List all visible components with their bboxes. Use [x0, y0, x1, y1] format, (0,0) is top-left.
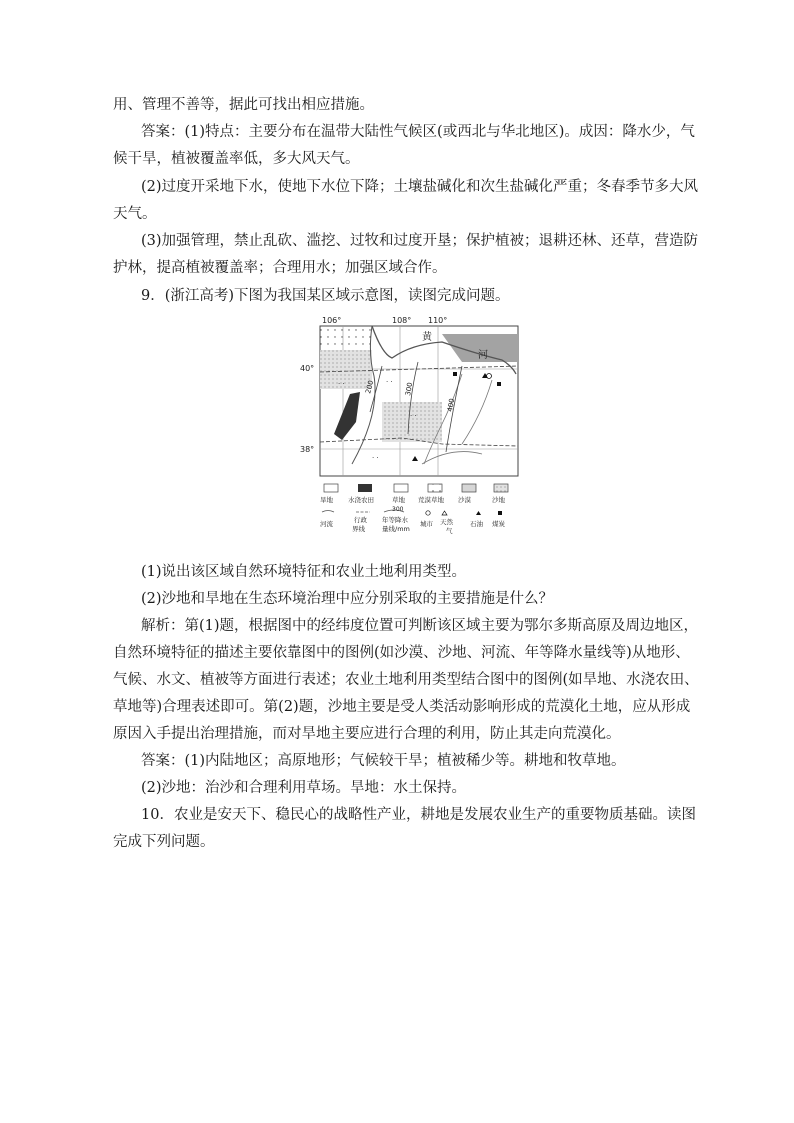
svg-text:沙地: 沙地 [492, 496, 505, 504]
legend-row-2 [320, 506, 506, 535]
river-label: 黄 [422, 332, 432, 343]
text-line: 天气。 [113, 206, 157, 222]
isohyet-label: 200 [364, 379, 376, 395]
region-map [300, 314, 530, 544]
svg-text:旱地: 旱地 [320, 496, 333, 504]
text-line: 护林，提高植被覆盖率；合理用水；加强区域合作。 [113, 260, 447, 276]
coal-icon [453, 372, 457, 376]
sub-question-1: (1)说出该区域自然环境特征和农业土地利用类型。 [141, 564, 467, 580]
lon-label: 106° [322, 316, 342, 325]
svg-text:年等降水: 年等降水 [382, 516, 408, 524]
svg-text:· ·: · · [386, 378, 393, 386]
sandy-land-area [320, 350, 372, 389]
lat-label: 40° [300, 364, 315, 373]
lat-label: 38° [300, 445, 315, 454]
svg-text:荒漠草地: 荒漠草地 [418, 496, 444, 504]
svg-text:界线: 界线 [352, 525, 365, 533]
text-line: 自然环境特征的描述主要依靠图中的图例(如沙漠、沙地、河流、年等降水量线等)从地形、 [113, 645, 690, 661]
svg-text:沙漠: 沙漠 [458, 496, 471, 504]
text-line: (2)沙地：治沙和合理利用草场。旱地：水土保持。 [141, 780, 467, 796]
text-line: 草地等)合理表述即可。第(2)题，沙地主要是受人类活动影响形成的荒漠化土地，应从形成 [113, 699, 691, 715]
text-line: (2)过度开采地下水，使地下水位下降；土壤盐碱化和次生盐碱化严重；冬春季节多大风 [141, 179, 699, 195]
svg-text:气: 气 [446, 527, 453, 535]
text-line: 完成下列问题。 [113, 834, 215, 850]
sandy-land-area [382, 402, 442, 442]
svg-text:行政: 行政 [354, 516, 367, 524]
isohyet-label: 400 [446, 397, 457, 413]
question-10-stem: 10．农业是安天下、稳民心的战略性产业，耕地是发展农业生产的重要物质基础。读图 [141, 807, 696, 823]
svg-text:· ·: · · [372, 454, 379, 462]
question-9-stem: 9．(浙江高考)下图为我国某区域示意图，读图完成问题。 [141, 288, 510, 304]
text-line: 用、管理不善等，据此可找出相应措施。 [113, 97, 374, 113]
svg-text:城市: 城市 [420, 520, 433, 528]
legend-row-1 [320, 484, 508, 504]
svg-text:· ·: · · [338, 380, 345, 388]
svg-text:河流: 河流 [320, 520, 333, 528]
text-line: 候干旱，植被覆盖率低，多大风天气。 [113, 151, 360, 167]
coal-icon [497, 382, 501, 386]
sub-question-2: (2)沙地和旱地在生态环境治理中应分别采取的主要措施是什么？ [141, 591, 554, 607]
svg-text:天然: 天然 [440, 518, 453, 526]
svg-text:草地: 草地 [392, 496, 405, 504]
isohyet-label: 300 [404, 381, 415, 397]
text-line: 气候、水文、植被等方面进行表述；农业土地利用类型结合图中的图例(如旱地、水浇农田、 [113, 672, 699, 688]
lon-label: 108° [392, 316, 412, 325]
text-line: (3)加强管理，禁止乱砍、滥挖、过牧和过度开垦；保护植被；退耕还林、还草，营造防 [141, 233, 699, 249]
answer-line: 答案：(1)特点：主要分布在温带大陆性气候区(或西北与华北地区)。成因：降水少，气 [141, 124, 695, 140]
svg-text:石油: 石油 [470, 520, 483, 528]
svg-text:量线/mm: 量线/mm [382, 525, 410, 533]
river-label: 河 [478, 350, 488, 361]
answer-line: 答案：(1)内陆地区；高原地形；气候较干旱；植被稀少等。耕地和牧草地。 [141, 753, 626, 769]
analysis-line: 解析：第(1)题，根据图中的经纬度位置可判断该区域主要为鄂尔多斯高原及周边地区， [141, 618, 699, 634]
svg-text:300: 300 [392, 506, 404, 513]
text-line: 原因入手提出治理措施，而对旱地主要应进行合理的利用，防止其走向荒漠化。 [113, 726, 621, 742]
lon-label: 110° [428, 316, 448, 325]
svg-text:水浇农田: 水浇农田 [348, 496, 374, 504]
svg-text:· ·: · · [410, 412, 417, 420]
svg-text:煤炭: 煤炭 [492, 520, 505, 528]
